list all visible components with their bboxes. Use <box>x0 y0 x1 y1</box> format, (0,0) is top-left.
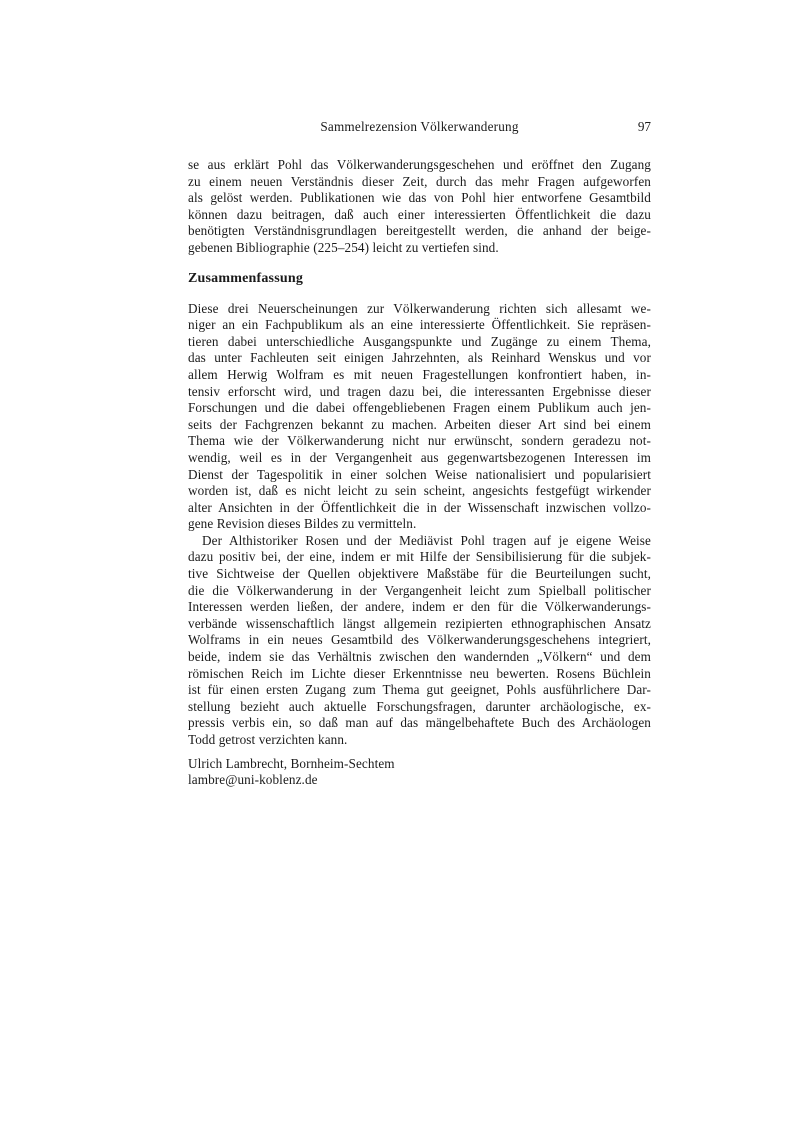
text-line: worden ist, daß es nicht leicht zu sein scheint, angesichts festgefügt wirkender <box>188 483 651 499</box>
text-line: alter Ansichten in der Öffentlichkeit die in der Wissenschaft inzwischen vollzo- <box>188 499 651 515</box>
text-line: Wolframs in ein neues Gesamtbild des Völkerwanderungsgeschehens integriert, <box>188 632 651 648</box>
text-line: Forschungen und die dabei offengebliebenen Fragen einem Publikum auch jen- <box>188 400 651 416</box>
text-line: Der Althistoriker Rosen und der Mediävist Pohl tragen auf je eigene Weise <box>202 532 651 548</box>
author-name: Ulrich Lambrecht, Bornheim-Sechtem <box>188 755 395 771</box>
text-line: tensiv erforscht wird, und tragen dazu bei, die interessanten Ergebnisse dieser <box>188 383 651 399</box>
text-line: benötigten Verständnisgrundlagen bereitgestellt werden, die anhand der beige- <box>188 223 651 239</box>
text-line: tive Sichtweise der Quellen objektivere Maßstäbe für die Beurteilungen sucht, <box>188 566 651 582</box>
text-line: Thema wie der Völkerwanderung nicht nur erwünscht, sondern geradezu not- <box>188 433 651 449</box>
text-line: römischen Reich im Lichte dieser Erkenntnisse neu bewerten. Rosens Büchlein <box>188 665 651 681</box>
text-line: seits der Fachgrenzen bekannt zu machen. Arbeiten dieser Art sind bei einem <box>188 416 651 432</box>
intro-paragraph <box>188 157 651 257</box>
text-line: ist für einen ersten Zugang zum Thema gut geeignet, Pohls ausführlichere Dar- <box>188 682 651 698</box>
section-heading: Zusammenfassung <box>188 270 304 286</box>
text-line: als gelöst werden. Publikationen wie das von Pohl hier entworfene Gesamtbild <box>188 190 651 206</box>
text-line: das unter Fachleuten seit einigen Jahrzehnten, als Reinhard Wenskus und vor <box>188 350 651 366</box>
summary-paragraph-1 <box>188 301 651 533</box>
text-block <box>188 157 651 789</box>
running-header <box>188 119 651 136</box>
text-line: pressis verbis ein, so daß man auf das mängelbehaftete Buch des Archäologen <box>188 715 651 731</box>
text-line: wendig, weil es in der Vergangenheit aus gegenwartsbezogenen Interessen im <box>188 449 651 465</box>
text-line: stellung bezieht auch aktuelle Forschungsfragen, darunter archäologische, ex- <box>188 698 651 714</box>
text-line: allem Herwig Wolfram es mit neuen Fragestellungen konfrontiert haben, in- <box>188 366 651 382</box>
running-header-title: Sammelrezension Völkerwanderung <box>320 119 519 134</box>
summary-paragraph-2 <box>188 533 651 749</box>
text-line: dazu positiv bei, der eine, indem er mit Hilfe der Sensibilisierung für die subjek- <box>188 549 651 565</box>
text-line: se aus erklärt Pohl das Völkerwanderungsgeschehen und eröffnet den Zugang <box>188 157 651 172</box>
text-line: Todd getrost verzichten kann. <box>188 732 348 747</box>
text-line: die die Völkerwanderung in der Vergangenheit leicht zum Spielball politischer <box>188 582 651 598</box>
author-signature <box>188 756 651 789</box>
text-line: Diese drei Neuerscheinungen zur Völkerwanderung richten sich allesamt we- <box>188 300 651 316</box>
page-number: 97 <box>637 119 651 134</box>
text-line: gene Revision dieses Bildes zu vermitteln. <box>188 516 417 532</box>
text-line: Dienst der Tagespolitik in einer solchen Weise nationalisiert und popularisiert <box>188 466 651 482</box>
text-line: niger an ein Fachpublikum als an eine interessierte Öffentlichkeit. Sie repräsen- <box>188 317 651 333</box>
text-line: Interessen werden ließen, der andere, indem er den für die Völkerwanderungs- <box>188 599 651 615</box>
text-line: zu einem neuen Verständnis dieser Zeit, durch das mehr Fragen aufgeworfen <box>188 173 651 189</box>
text-line: können dazu beitragen, daß auch einer interessierten Öffentlichkeit die dazu <box>188 206 651 222</box>
text-line: gebenen Bibliographie (225–254) leicht zu vertiefen sind. <box>188 239 499 255</box>
text-line: tieren dabei unterschiedliche Ausgangspunkte und Zugänge zu einem Thema, <box>188 333 651 349</box>
text-line: verbände wissenschaftlich längst allgemein rezipierten ethnographischen Ansatz <box>188 615 651 631</box>
text-line: beide, indem sie das Verhältnis zwischen den wandernden „Völkern“ und dem <box>188 649 651 665</box>
author-email: lambre@uni-koblenz.de <box>188 772 318 788</box>
